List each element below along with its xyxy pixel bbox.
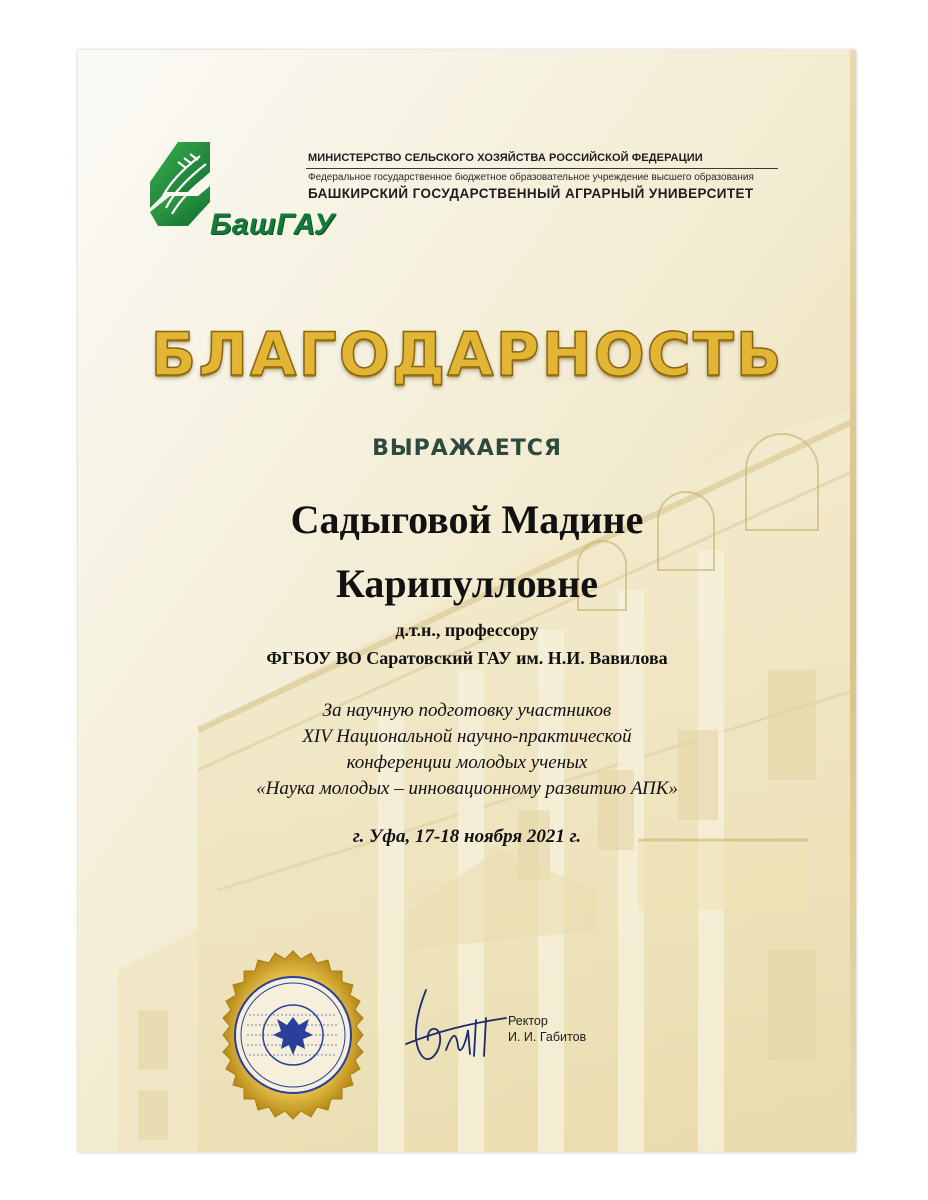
certificate-title: БЛАГОДАРНОСТЬ [150, 320, 784, 390]
certificate-sheet [78, 50, 856, 1152]
federal-line: Федеральное государственное бюджетное образовательное учреждение высшего образования [308, 172, 754, 183]
university-seal-icon [208, 950, 378, 1120]
recipient-name-line2: Карипулловне [335, 561, 599, 606]
reason-line: XIV Национальной научно-практической [302, 726, 632, 747]
rector-title: Ректор [508, 1014, 548, 1028]
reason-line: «Наука молодых – инновационному развитию АПК» [256, 778, 678, 799]
reason-line: За научную подготовку участников [322, 700, 612, 721]
recipient-name-line1: Садыговой Мадине [290, 497, 644, 542]
rector-block [508, 1014, 586, 1044]
recipient-position: д.т.н., профессору [395, 620, 539, 640]
rector-name: И. И. Габитов [508, 1030, 587, 1044]
university-name: БАШКИРСКИЙ ГОСУДАРСТВЕННЫЙ АГРАРНЫЙ УНИВЕРСИТЕТ [308, 186, 754, 201]
header [148, 142, 788, 252]
expresses-subtitle: ВЫРАЖАЕТСЯ [372, 436, 562, 461]
recipient-organization: ФГБОУ ВО Саратовский ГАУ им. Н.И. Вавилова [266, 648, 668, 668]
reason-line: конференции молодых ученых [346, 752, 588, 773]
header-divider [306, 168, 778, 169]
rector-signature [396, 980, 516, 1070]
brand-name: БашГАУ [210, 208, 335, 241]
event-date: г. Уфа, 17-18 ноября 2021 г. [352, 826, 582, 847]
ministry-line: МИНИСТЕРСТВО СЕЛЬСКОГО ХОЗЯЙСТВА РОССИЙСКОЙ ФЕДЕРАЦИИ [308, 152, 703, 164]
